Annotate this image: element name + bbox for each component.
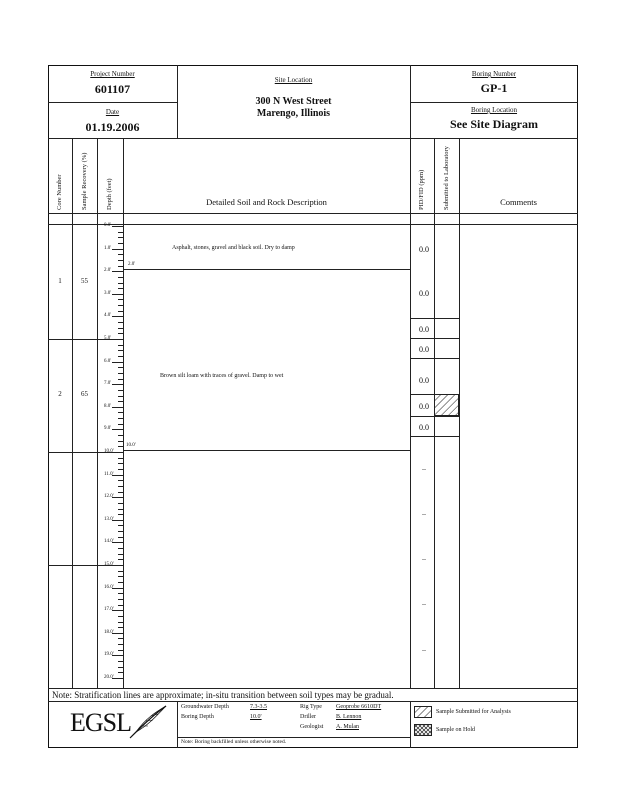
pid-reading: 0.0 (419, 423, 429, 432)
depth-tick-label: 13.0' (104, 516, 114, 522)
column-header-bottom (48, 213, 578, 214)
depth-tick (112, 362, 123, 363)
depth-tick-label: 19.0' (104, 652, 114, 658)
legend-hold-label: Sample on Hold (436, 727, 475, 733)
depth-minor-tick (118, 622, 123, 623)
geologist-label: Geologist (300, 724, 324, 730)
depth-minor-tick (118, 599, 123, 600)
core-2-number: 2 (58, 390, 62, 398)
depth-minor-tick (118, 548, 123, 549)
layer-2-description: Brown silt loam with traces of gravel. Damp to wet (160, 373, 284, 379)
pid-separator (410, 436, 459, 437)
depth-tick-label: 20.0' (104, 675, 114, 680)
depth-minor-tick (118, 322, 123, 323)
geologist-value: A. Mulan (336, 724, 359, 730)
depth-minor-tick (118, 525, 123, 526)
driller-label: Driller (300, 714, 316, 720)
depth-minor-tick (118, 582, 123, 583)
date: 01.19.2006 (85, 120, 140, 134)
legend-analysis-label: Sample Submitted for Analysis (436, 709, 511, 715)
pid-separator (410, 358, 459, 359)
egsl-logo (70, 708, 131, 738)
date-label: Date (105, 108, 120, 116)
depth-minor-tick (118, 288, 123, 289)
depth-minor-tick (118, 266, 123, 267)
depth-minor-tick (118, 486, 123, 487)
footer-divider-legend (410, 701, 411, 748)
depth-tick-label: 4.0' (104, 313, 112, 319)
note-top (48, 688, 578, 689)
col-line-depth (123, 138, 124, 688)
groundwater-label: Groundwater Depth (181, 704, 229, 710)
pid-reading: 0.0 (419, 402, 429, 411)
depth-minor-tick (118, 514, 123, 515)
depth-tick (112, 475, 123, 476)
boring-location-label: Boring Location (470, 106, 518, 114)
depth-minor-tick (118, 638, 123, 639)
depth-minor-tick (118, 396, 123, 397)
depth-tick-label: 3.0' (104, 290, 112, 296)
depth-tick (112, 249, 123, 250)
boring-log-frame (48, 65, 578, 748)
depth-minor-tick (118, 424, 123, 425)
depth-minor-tick (118, 401, 123, 402)
layer-2-boundary (123, 450, 410, 451)
depth-minor-tick (118, 260, 123, 261)
depth-tick (112, 384, 123, 385)
driller-value: B. Lennon (336, 714, 362, 720)
layer-1-boundary (123, 269, 410, 270)
depth-minor-tick (118, 509, 123, 510)
depth-minor-tick (118, 333, 123, 334)
depth-minor-tick (118, 328, 123, 329)
feather-icon (128, 704, 168, 740)
site-address-line1: 300 N West Street (255, 96, 332, 107)
depth-minor-tick (118, 299, 123, 300)
col-line-recovery (97, 138, 98, 688)
depth-minor-tick (118, 283, 123, 284)
depth-minor-tick (118, 576, 123, 577)
note-bottom (48, 701, 578, 702)
footer-divider-logo (177, 701, 178, 748)
core-boundary-3 (48, 565, 123, 566)
depth-minor-tick (118, 435, 123, 436)
depth-tick (112, 316, 123, 317)
depth-tick-label: 10.0' (104, 449, 114, 454)
depth-minor-tick (118, 492, 123, 493)
depth-minor-tick (118, 559, 123, 560)
depth-minor-tick (118, 667, 123, 668)
depth-minor-tick (118, 644, 123, 645)
depth-tick (112, 271, 123, 272)
depth-header: Depth (feet) (106, 178, 113, 210)
depth-minor-tick (118, 480, 123, 481)
depth-minor-tick (118, 463, 123, 464)
pid-reading: -- (422, 602, 426, 608)
pid-reading: -- (422, 467, 426, 473)
core-boundary-1 (48, 339, 123, 340)
core-1-number: 1 (58, 277, 62, 285)
depth-minor-tick (118, 412, 123, 413)
depth-tick-label: 16.0' (104, 584, 114, 590)
pid-reading: -- (422, 557, 426, 563)
depth-tick-label: 12.0' (104, 494, 114, 500)
depth-tick (112, 294, 123, 295)
boring-location: See Site Diagram (450, 117, 538, 131)
depth-tick (112, 407, 123, 408)
depth-minor-tick (118, 605, 123, 606)
core-boundary-2 (48, 452, 123, 453)
pid-separator (410, 338, 459, 339)
depth-minor-tick (118, 254, 123, 255)
project-number: 601107 (94, 82, 131, 96)
depth-minor-tick (118, 554, 123, 555)
groundwater-value: 7.3-3.5 (250, 704, 267, 710)
header-bottom (48, 138, 578, 139)
pid-reading: -- (422, 512, 426, 518)
depth-minor-tick (118, 379, 123, 380)
col-line-submitted (459, 138, 460, 688)
legend-analysis-swatch (414, 706, 432, 718)
depth-minor-tick (118, 627, 123, 628)
depth-minor-tick (118, 345, 123, 346)
core-2-recovery: 65 (81, 390, 88, 398)
depth-minor-tick (118, 616, 123, 617)
pid-separator (410, 318, 459, 319)
depth-minor-tick (118, 311, 123, 312)
depth-minor-tick (118, 305, 123, 306)
depth-minor-tick (118, 350, 123, 351)
submitted-header: Submitted to Laboratory (443, 146, 450, 210)
depth-tick (112, 429, 123, 430)
pid-reading: 0.0 (419, 325, 429, 334)
depth-tick-label: 11.0' (104, 471, 114, 477)
sample-recovery-header: Sample Recovery (%) (81, 152, 88, 210)
layer-2-bottom-label: 10.0' (126, 443, 136, 448)
site-location-label: Site Location (274, 76, 313, 84)
column-header-bottom-2 (48, 224, 578, 225)
header-mid-left (48, 102, 177, 103)
depth-tick-label: 17.0' (104, 607, 114, 613)
description-header: Detailed Soil and Rock Description (206, 197, 327, 207)
pid-reading: -- (422, 648, 426, 654)
stratification-note: Note: Stratification lines are approximate; in-situ transition between soil types may be gradual. (52, 690, 394, 700)
depth-tick-label: 2.0' (104, 268, 112, 274)
comments-header: Comments (500, 197, 537, 207)
depth-minor-tick (118, 458, 123, 459)
depth-minor-tick (118, 446, 123, 447)
depth-minor-tick (118, 418, 123, 419)
depth-minor-tick (118, 277, 123, 278)
depth-minor-tick (118, 503, 123, 504)
boring-number: GP-1 (480, 81, 508, 95)
depth-minor-tick (118, 243, 123, 244)
depth-minor-tick (118, 531, 123, 532)
depth-tick-label: 6.0' (104, 358, 112, 364)
pid-header: PID/FID (ppm) (418, 169, 425, 210)
boring-number-label: Boring Number (471, 70, 517, 78)
header-mid-right (410, 102, 578, 103)
layer-1-description: Asphalt, stones, gravel and black soil. Dry to damp (172, 245, 295, 251)
depth-minor-tick (118, 237, 123, 238)
depth-minor-tick (118, 367, 123, 368)
project-number-label: Project Number (90, 70, 135, 78)
egsl-logo-text: EGSL (70, 708, 131, 737)
layer-1-bottom-label: 2.0' (128, 262, 136, 267)
col-line-core (72, 138, 73, 688)
pid-reading: 0.0 (419, 245, 429, 254)
pid-separator (410, 416, 459, 417)
sample-submitted-hatch (434, 394, 459, 416)
rig-type-value: Geoprobe 6610DT (336, 704, 382, 710)
footer-note-line (177, 737, 410, 738)
depth-minor-tick (118, 232, 123, 233)
depth-tick (112, 226, 123, 227)
backfill-note: Note: Boring backfilled unless otherwise noted. (181, 739, 287, 745)
core-1-recovery: 55 (81, 277, 88, 285)
depth-minor-tick (118, 373, 123, 374)
depth-minor-tick (118, 571, 123, 572)
depth-minor-tick (118, 441, 123, 442)
depth-tick-label: 14.0' (104, 539, 114, 545)
depth-minor-tick (118, 661, 123, 662)
site-address-line2: Marengo, Illinois (256, 108, 331, 119)
depth-minor-tick (118, 356, 123, 357)
boring-depth-value: 10.0' (250, 714, 262, 720)
legend-hold-swatch (414, 724, 432, 736)
rig-type-label: Rig Type (300, 704, 322, 710)
depth-minor-tick (118, 593, 123, 594)
pid-reading: 0.0 (419, 376, 429, 385)
depth-tick-label: 1.0' (104, 245, 112, 251)
depth-minor-tick (118, 537, 123, 538)
depth-tick-label: 9.0' (104, 426, 112, 432)
depth-tick-label: 18.0' (104, 629, 114, 635)
depth-tick-label: 7.0' (104, 381, 112, 387)
depth-tick-label: 8.0' (104, 403, 112, 409)
depth-minor-tick (118, 650, 123, 651)
pid-reading: 0.0 (419, 289, 429, 298)
core-number-header: Core Number (56, 174, 63, 210)
boring-depth-label: Boring Depth (181, 714, 214, 720)
depth-tick-label: 0.0' (104, 223, 112, 228)
depth-minor-tick (118, 390, 123, 391)
pid-reading: 0.0 (419, 345, 429, 354)
depth-tick-label: 5.0' (104, 336, 112, 341)
depth-minor-tick (118, 469, 123, 470)
depth-tick-label: 15.0' (104, 562, 114, 567)
col-line-desc (410, 138, 411, 688)
depth-minor-tick (118, 672, 123, 673)
